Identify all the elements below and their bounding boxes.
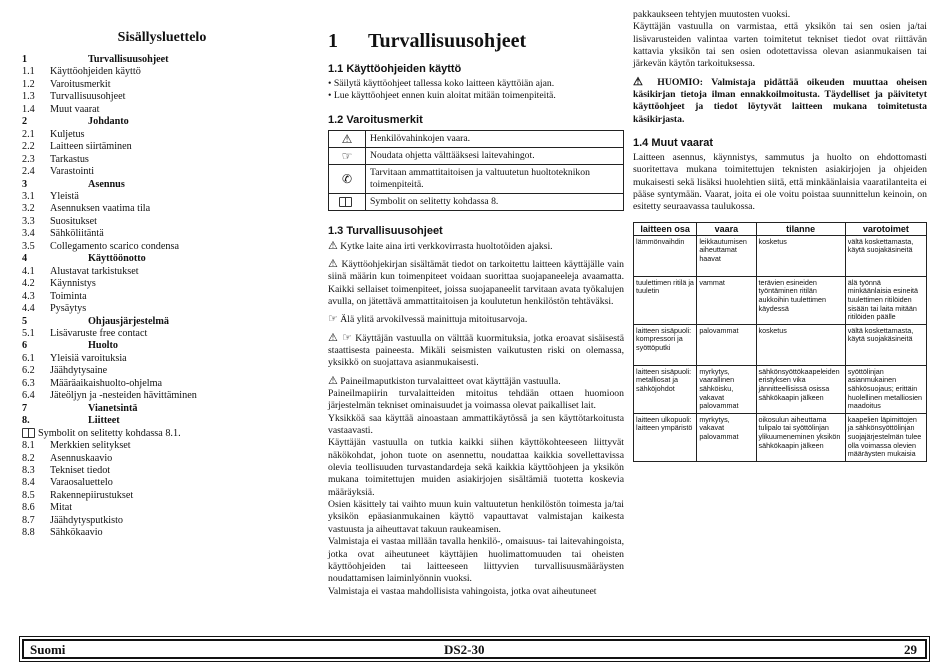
toc-number: 8.2 — [22, 452, 35, 464]
toc-number: 2 — [22, 116, 28, 128]
book-icon — [329, 193, 366, 210]
toc-entry — [22, 477, 302, 489]
toc-text: Käyttöönotto — [88, 253, 146, 265]
toc-entry — [22, 79, 302, 91]
toc-entry — [22, 328, 302, 340]
table-cell: kaapelien läpimittojen ja sähkönsyöttölinjan suojajärjestelmän tulee olla voimassa olevien määräysten mukaisia — [845, 413, 926, 461]
toc-text: Turvallisuusohjeet — [88, 54, 169, 65]
toc-entry — [22, 490, 302, 502]
toc-text: Yleistä — [50, 190, 79, 202]
table-cell: palovammat — [697, 324, 756, 365]
paragraph: Käyttäjän vastuulla on tutkia kaikki siihen käyttökohteeseen liittyvät näkökohdat, johon tuote on asennettu, noudattaa kaikkia sovellettavissa olevia teollisuuden turvastandardeja sekä kaikkia käyttöohjeen ja yksikön mukana toimitettujen muiden asiakirjojen sisältämiä tuotetta koskevia määräyksiä. — [328, 437, 624, 498]
bullet-item: • Lue käyttöohjeet ennen kuin aloitat mitään toimenpiteitä. — [328, 90, 624, 102]
toc-number: 3.3 — [22, 215, 35, 227]
paragraph: Käyttäjän vastuulla on varmistaa, että yksikön tai sen osien ja/tai lisävarusteiden valintaa varten toimitetut tekniset tiedot ovat riittävän kattavia yksikön tai sen osien odotettavissa olevan asianmukaisen tai järkevän käytön tarkoituksessa. — [633, 21, 927, 70]
toc-entry — [22, 91, 302, 103]
toc-number: 8.8 — [22, 527, 35, 539]
toc-number: 6 — [22, 340, 28, 352]
page-footer — [22, 639, 927, 659]
toc-entry — [22, 129, 302, 141]
table-row — [329, 130, 624, 147]
toc-number: 8.3 — [22, 464, 35, 476]
toc-entry — [22, 365, 302, 377]
toc-entry — [22, 316, 302, 328]
column-header: laitteen osa — [634, 222, 697, 235]
toc-entry — [22, 104, 302, 116]
column-header: varotoimet — [845, 222, 926, 235]
toc-entry — [22, 440, 302, 452]
pointing-hand-icon: ☞ — [329, 147, 366, 164]
table-row — [634, 365, 927, 413]
toc-entry — [22, 66, 302, 78]
table-cell: kosketus — [756, 324, 845, 365]
toc-entry — [22, 353, 302, 365]
toc-text: Määräaikaishuolto-ohjelma — [50, 377, 163, 389]
toc-text: Symbolit on selitetty kohdassa 8.1. — [38, 427, 181, 439]
toc-entry — [22, 116, 302, 128]
safety-section — [328, 30, 624, 598]
toc-number: 1.3 — [22, 91, 35, 103]
toc-entry — [22, 154, 302, 166]
toc-text: Mitat — [50, 502, 73, 514]
table-cell: myrkytys, vakavat palovammat — [697, 413, 756, 461]
toc-entry — [22, 228, 302, 240]
toc-text: Toiminta — [50, 290, 87, 302]
toc-number: 7 — [22, 402, 28, 414]
toc-number: 4.3 — [22, 290, 35, 302]
toc-number: 1.1 — [22, 66, 35, 78]
toc-text: Pysäytys — [50, 303, 87, 315]
table-cell: laitteen sisäpuoli: metalliosat ja sähköjohdot — [634, 365, 697, 413]
toc-text: Varoitusmerkit — [50, 78, 111, 90]
toc-text: Varaosaluettelo — [50, 477, 113, 489]
table-cell: vältä koskettamasta, käytä suojakäsineitä — [845, 235, 926, 276]
toc-entry — [22, 465, 302, 477]
book-icon — [22, 428, 35, 438]
table-cell: oikosulun aiheuttama tulipalo tai syöttölinjan ylikuumeneminen yksikön sähkökaapin jälkeen — [756, 413, 845, 461]
toc-number: 6.2 — [22, 365, 35, 377]
toc-entry — [22, 179, 302, 191]
toc-text: Johdanto — [88, 116, 129, 128]
toc-text: Kuljetus — [50, 128, 85, 140]
toc-text: Jäähdytysaine — [50, 365, 108, 377]
paragraph: pakkaukseen tehtyjen muutosten vuoksi. — [633, 9, 791, 20]
toc-text: Jäähdytysputkisto — [50, 514, 124, 526]
toc-number: 8.5 — [22, 489, 35, 501]
toc-number: 5 — [22, 315, 28, 327]
bullet-item: • Säilytä käyttöohjeet tallessa koko laitteen käyttöiän ajan. — [328, 78, 624, 90]
subsection-title: 1.4 Muut vaarat — [633, 137, 714, 150]
table-cell: vammat — [697, 276, 756, 324]
paragraph: Yksikköä saa käyttää ainoastaan ammattikäytössä ja sen käyttötarkoitusta vastaavasti. — [328, 412, 624, 437]
toc-entry — [22, 166, 302, 178]
table-cell: Noudata ohjetta välttääksesi laitevahingot. — [366, 147, 624, 164]
toc-text: Muut vaarat — [50, 103, 100, 115]
table-cell: myrkytys, vaarallinen sähköisku, vakavat palovammat — [697, 365, 756, 413]
toc-entry — [22, 303, 302, 315]
toc-number: 8.7 — [22, 514, 35, 526]
toc-text: Tekniset tiedot — [50, 464, 111, 476]
toc-number: 2.3 — [22, 153, 35, 165]
toc-entry — [22, 216, 302, 228]
toc-number: 2.2 — [22, 141, 35, 153]
paragraph: Valmistaja ei vastaa millään tavalla henkilö-, omaisuus- tai laitevahingoista, jotka ovat aiheutuneet käyttäjien huolimattomuuden tai oheisten käyttöohjeiden tai laitteeseen liittyvien turvallisuusmääräysten noudattamisen laiminlyönnin vuoksi. — [328, 536, 624, 585]
toc-number: 2.1 — [22, 128, 35, 140]
toc-number: 5.1 — [22, 327, 35, 339]
toc-text: Huolto — [88, 340, 119, 352]
toc-entry — [22, 191, 302, 203]
toc-entry — [22, 241, 302, 253]
table-row — [634, 413, 927, 461]
paragraph: Laitteen asennus, käynnistys, sammutus ja huolto on ehdottomasti suoritettava mukana toimitettujen teknisten asiakirjojen ja ohjeiden mukaisesti sekä lisäksi huolehtien siitä, että minkäänlaisia vaaratilanteita ei pääse syntymään. Vaarat, joita ei ole voitu poistaa suunnittelun keinoin, on esitetty seuraavassa taulukossa. — [633, 152, 927, 213]
toc-text: Lisävaruste free contact — [50, 327, 148, 339]
toc-text: Alustavat tarkistukset — [50, 265, 139, 277]
toc-text: Asennuskaavio — [50, 452, 113, 464]
paragraph: ⚠ Käyttöohjekirjan sisältämät tiedot on tarkoitettu laitteen käyttäjälle vain siinä määrin kun toimenpiteet voidaan suorittaa suojapaneeleja avaamatta. Kaikki sellaiset toimenpiteet, joissa suojapaneelit tarvitaan avata työkalujen avulla, on jätettävä ammattitaitoisen ja koulutetun henkilöstön tehtäväksi. — [328, 257, 624, 307]
paragraph: ⚠ Paineilmaputkiston turvalaitteet ovat käyttäjän vastuulla. — [328, 374, 561, 387]
paragraph: ⚠ Kytke laite aina irti verkkovirrasta huoltotöiden ajaksi. — [328, 239, 553, 252]
toc-entry — [22, 203, 302, 215]
toc-number: 1.2 — [22, 78, 35, 90]
paragraph: ☞ Älä ylitä arvokilvessä mainittuja mitoitusarvoja. — [328, 313, 528, 326]
column-header: vaara — [697, 222, 756, 235]
table-cell: terävien esineiden työntäminen ritilän aukkoihin tuulettimen käydessä — [756, 276, 845, 324]
toc-list — [22, 54, 302, 540]
paragraph: Valmistaja ei vastaa mahdollisista vahingoista, jotka ovat aiheutuneet — [328, 585, 597, 597]
table-cell: lämmönvaihdin — [634, 235, 697, 276]
table-row — [329, 193, 624, 210]
toc-text: Sähköliitäntä — [50, 228, 104, 240]
toc-text: Jäteöljyn ja -nesteiden hävittäminen — [50, 390, 197, 402]
footer-model: DS2-30 — [444, 642, 485, 657]
toc-entry — [22, 266, 302, 278]
toc-text: Käynnistys — [50, 278, 96, 290]
toc-text: Rakennepiirustukset — [50, 489, 134, 501]
hazards-table — [633, 222, 927, 462]
warning-triangle-icon: ⚠ — [328, 257, 339, 270]
toc-entry — [22, 378, 302, 390]
toc-text: Käyttöohjeiden käyttö — [50, 66, 141, 78]
table-row — [634, 324, 927, 365]
paragraph: Paineilmapiirin turvalaitteiden mitoitus tehdään ottaen huomioon järjestelmän tekniset ominaisuudet ja voimassa olevat paikalliset lait. — [328, 388, 624, 412]
warning-symbols-table — [328, 130, 624, 211]
toc-title: Sisällysluettelo — [117, 30, 207, 45]
notice-paragraph: ⚠ HUOMIO: Valmistaja pidättää oikeuden muuttaa oheisen käsikirjan tietoja ilman ennakkoilmoitusta. Täydelliset ja päivitetyt käyttöohjeet ja tiedot löytyvät laitteen mukana toimitetusta käsikirjasta. — [633, 75, 928, 125]
page-number: 29 — [904, 642, 917, 657]
toc-text: Asennuksen vaatima tila — [50, 203, 151, 215]
toc-number: 8.1 — [22, 440, 35, 452]
toc-text: Asennus — [88, 178, 125, 190]
toc-text: Turvallisuusohjeet — [50, 91, 126, 103]
toc-entry — [22, 340, 302, 352]
column-header: tilanne — [756, 222, 845, 235]
section-number: 1 — [328, 30, 338, 52]
toc-entry — [22, 415, 302, 427]
toc-number: 1.4 — [22, 103, 35, 115]
toc-entry — [22, 253, 302, 265]
table-cell: Symbolit on selitetty kohdassa 8. — [366, 193, 624, 210]
toc-text: Varastointi — [50, 166, 95, 178]
toc-text: Ohjausjärjestelmä — [88, 315, 169, 327]
pointing-hand-icon: ☞ — [342, 331, 352, 344]
toc-entry — [22, 527, 302, 539]
table-cell: tuulettimen ritilä ja tuuletin — [634, 276, 697, 324]
toc-text: Vianetsintä — [88, 402, 138, 414]
toc-number: 6.1 — [22, 352, 35, 364]
toc-number: 3.4 — [22, 228, 35, 240]
table-row — [329, 147, 624, 164]
warning-triangle-icon: ⚠ — [328, 374, 338, 387]
toc-number: 4 — [22, 253, 28, 265]
toc-entry — [22, 141, 302, 153]
right-column — [633, 9, 927, 462]
pointing-hand-icon: ☞ — [328, 313, 338, 326]
table-cell: sähkönsyöttökaapeleiden eristyksen vika jännitteellisissä osissa sähkökaapin jälkeen — [756, 365, 845, 413]
toc-entry — [22, 291, 302, 303]
toc-number: 3 — [22, 178, 28, 190]
toc-number: 8.6 — [22, 502, 35, 514]
service-phone-icon: ✆ — [329, 164, 366, 193]
table-cell: laitteen sisäpuoli: kompressori ja syöttöputki — [634, 324, 697, 365]
toc-number: 4.2 — [22, 278, 35, 290]
toc-number: 4.1 — [22, 265, 35, 277]
toc-text: Tarkastus — [50, 153, 89, 165]
table-of-contents — [22, 30, 302, 540]
table-cell: syöttölinjan asianmukainen sähkösuojaus; erittäin huolellinen metalliosien maadoitus — [845, 365, 926, 413]
toc-text: Sähkökaavio — [50, 527, 103, 539]
table-row — [634, 235, 927, 276]
toc-text: Liitteet — [88, 415, 120, 427]
toc-number: 4.4 — [22, 303, 35, 315]
toc-entry — [22, 403, 302, 415]
toc-number: 1 — [22, 54, 28, 65]
toc-entry — [22, 428, 302, 440]
toc-entry — [22, 515, 302, 527]
warning-triangle-icon: ⚠ — [329, 130, 366, 147]
toc-entry — [22, 502, 302, 514]
subsection-title: 1.3 Turvallisuusohjeet — [328, 224, 443, 237]
toc-number: 3.1 — [22, 190, 35, 202]
section-title: Turvallisuusohjeet — [368, 30, 527, 52]
toc-text: Suositukset — [50, 215, 97, 227]
footer-language: Suomi — [30, 642, 66, 657]
table-cell: älä työnnä minkäänlaisia esineitä tuulettimen ritilöiden sisään tai laita mitään ritilöiden päälle — [845, 276, 926, 324]
subsection-title: 1.1 Käyttöohjeiden käyttö — [328, 63, 462, 75]
toc-text: Collegamento scarico condensa — [50, 240, 179, 252]
toc-number: 6.3 — [22, 377, 35, 389]
toc-entry — [22, 390, 302, 402]
toc-number: 8.4 — [22, 477, 35, 489]
toc-entry — [22, 54, 302, 66]
toc-number: 8. — [22, 415, 30, 427]
table-cell: laitteen ulkopuoli: laitteen ympäristö — [634, 413, 697, 461]
page-title — [328, 30, 624, 53]
paragraph: ⚠ ☞ Käyttäjän vastuulla on välttää kuormituksia, jotka eroavat sisäisestä staattisesta paineesta. Mikäli seismisten vaikutusten riski on olemassa, yksikkö on suojattava asianmukaisesti. — [328, 331, 624, 369]
warning-triangle-icon: ⚠ — [633, 75, 649, 88]
toc-entry — [22, 278, 302, 290]
table-row — [329, 164, 624, 193]
toc-number: 3.5 — [22, 240, 35, 252]
table-cell: kosketus — [756, 235, 845, 276]
table-cell: vältä koskettamasta, käytä suojakäsineitä — [845, 324, 926, 365]
paragraph: Osien käsittely tai vaihto muun kuin valtuutetun henkilöstön toimesta ja/tai yksikön epäasianmukainen käyttö vapauttavat valmistajan kaikesta vastuusta ja aiheuttavat takuun raukeamisen. — [328, 499, 624, 535]
toc-text: Merkkien selitykset — [50, 440, 131, 452]
table-header-row — [634, 222, 927, 235]
table-cell: Henkilövahinkojen vaara. — [366, 130, 624, 147]
table-row — [634, 276, 927, 324]
toc-number: 3.2 — [22, 203, 35, 215]
toc-number: 6.4 — [22, 390, 35, 402]
toc-text: Laitteen siirtäminen — [50, 141, 132, 153]
toc-entry — [22, 453, 302, 465]
subsection-title: 1.2 Varoitusmerkit — [328, 113, 423, 126]
warning-triangle-icon: ⚠ — [328, 331, 339, 344]
toc-number: 2.4 — [22, 166, 35, 178]
toc-text: Yleisiä varoituksia — [50, 352, 127, 364]
table-cell: Tarvitaan ammattitaitoisen ja valtuutetun huoltoteknikon toimenpiteitä. — [366, 164, 624, 193]
table-cell: leikkautumisen aiheuttamat haavat — [697, 235, 756, 276]
warning-triangle-icon: ⚠ — [328, 239, 338, 252]
